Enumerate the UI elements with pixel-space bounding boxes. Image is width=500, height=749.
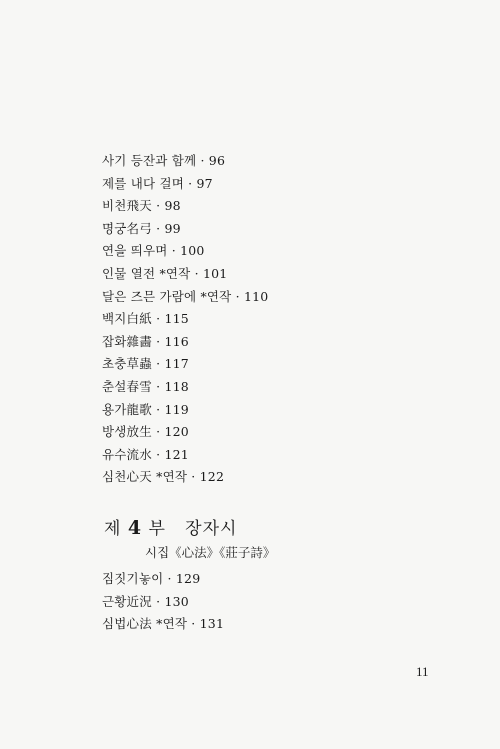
toc-entry: 심천心天 *연작 · 122 [102,469,225,485]
toc-entry: 용가龍歌 · 119 [102,401,189,417]
toc-entry: 초충草蟲 · 117 [102,356,189,372]
toc-list-part4 [102,568,224,636]
toc-entry: 제를 내다 걸며 · 97 [102,175,213,191]
toc-entry: 비천飛天 · 98 [102,198,181,214]
toc-entry: 인물 열전 *연작 · 101 [102,265,228,281]
toc-entry: 근황近況 · 130 [102,593,189,609]
toc-entry: 심법心法 *연작 · 131 [102,616,225,632]
section-title: 장자시 [185,519,238,539]
toc-entry: 백지白紙 · 115 [102,311,189,327]
toc-entry: 연을 띄우며 · 100 [102,243,205,259]
toc-entry: 잡화雜畵 · 116 [102,333,189,349]
toc-entry: 달은 즈믄 가람에 *연작 · 110 [102,288,269,304]
section-suffix: 부 [148,519,166,539]
section-heading [104,514,237,539]
toc-entry: 명궁名弓 · 99 [102,220,181,236]
section-subtitle: 시집《心法》《莊子詩》 [145,545,276,560]
toc-list-part3 [102,150,268,489]
toc-entry: 사기 등잔과 함께 · 96 [102,153,226,168]
toc-entry: 춘설春雪 · 118 [102,378,189,394]
section-number: 4 [127,517,143,539]
toc-entry: 짐짓기놓이 · 129 [102,571,201,586]
toc-entry: 유수流水 · 121 [102,446,189,462]
page-number: 11 [416,664,429,679]
section-prefix: 제 [104,519,122,539]
toc-entry: 방생放生 · 120 [102,424,189,440]
